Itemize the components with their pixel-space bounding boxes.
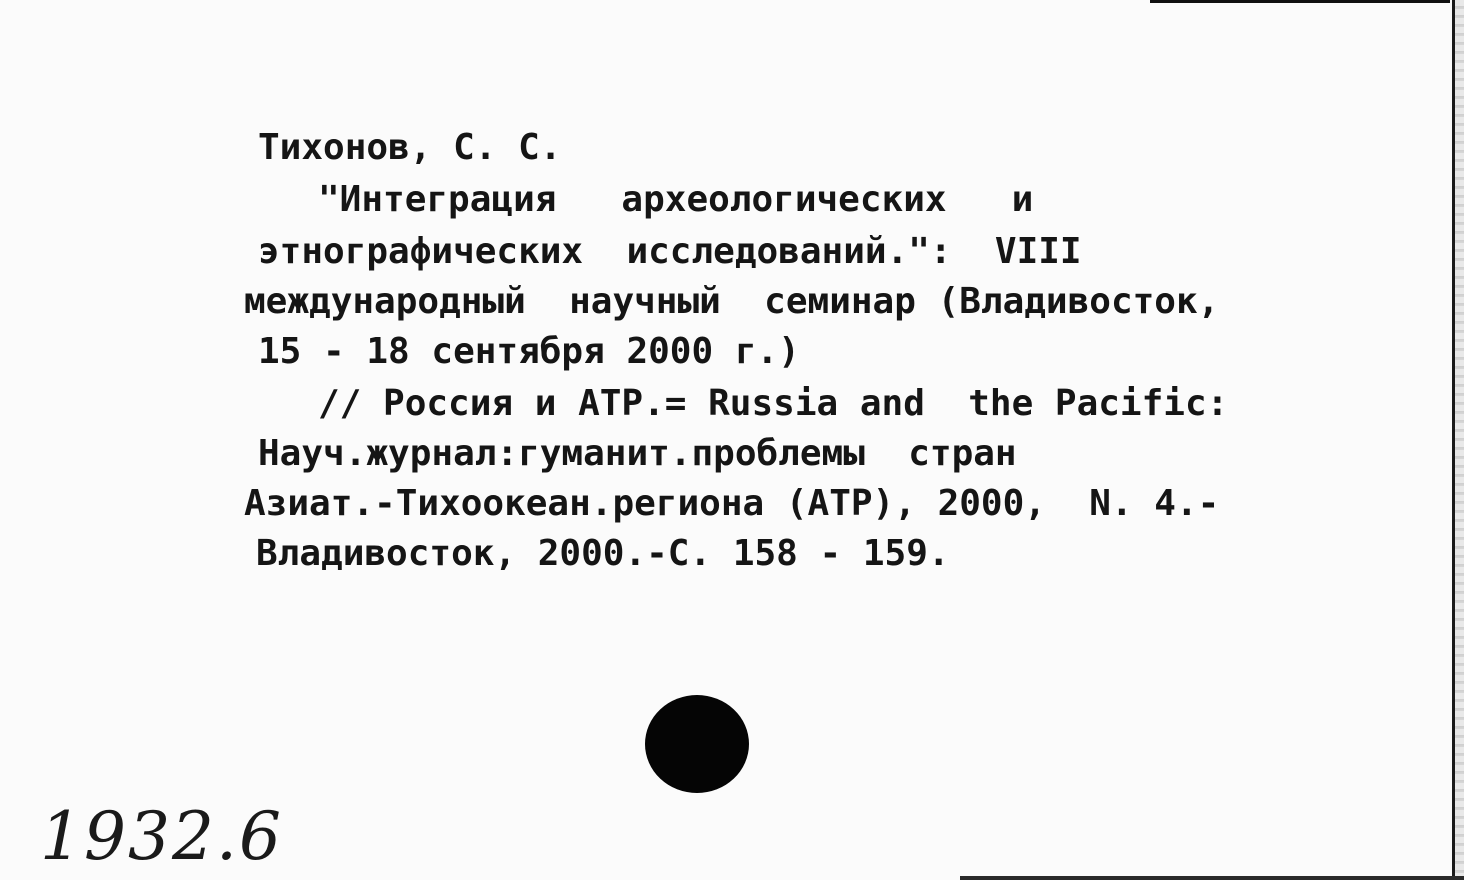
scan-edge-top [1150,0,1450,3]
scan-edge-right [1452,0,1464,880]
card-line-dates: 15 - 18 сентября 2000 г.) [258,331,800,372]
shelf-mark: 1932.6 [40,798,283,875]
card-line-source-1: // Россия и АТР.= Russia and the Pacific: [318,383,1229,424]
card-line-source-4: Владивосток, 2000.-С. 158 - 159. [256,533,950,574]
punch-hole [645,695,749,793]
scan-edge-bottom [960,876,1464,880]
card-line-title-3: международный научный семинар (Владивосток, [244,281,1220,322]
card-line-title-2: этнографических исследований.": VIII [258,231,1082,272]
card-line-source-2: Науч.журнал:гуманит.проблемы стран [258,433,1017,474]
card-line-author: Тихонов, С. С. [258,127,562,168]
card-line-source-3: Азиат.-Тихоокеан.региона (АТР), 2000, N. 4.- [244,483,1220,524]
card-line-title-1: "Интеграция археологических и [318,179,1034,220]
